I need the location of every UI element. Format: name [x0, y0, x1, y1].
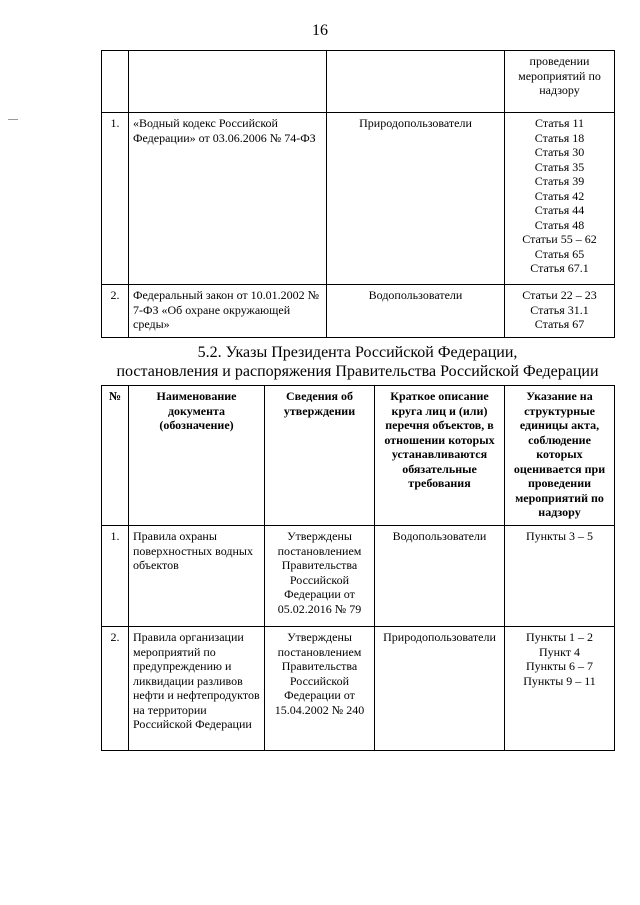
- document-name: Федеральный закон от 10.01.2002 № 7-ФЗ «Об охране окружающей среды»: [129, 285, 327, 338]
- table-row: [102, 526, 615, 627]
- row-number: 1.: [102, 113, 129, 285]
- empty-cell: [327, 51, 505, 113]
- empty-cell: [102, 51, 129, 113]
- section-heading: 5.2. Указы Президента Российской Федерации, постановления и распоряжения Правительства Российской Федерации: [116, 344, 599, 380]
- table-row: [102, 627, 615, 751]
- header-cell-description: Краткое описание круга лиц и (или) перечня объектов, в отношении которых устанавливаются обязательные требования: [375, 386, 505, 526]
- subjects: Водопользователи: [327, 285, 505, 338]
- table-header-row: [102, 51, 615, 113]
- row-number: 2.: [102, 285, 129, 338]
- subjects: Природопользователи: [327, 113, 505, 285]
- approval-info: Утверждены постановлением Правительства Российской Федерации от 05.02.2016 № 79: [265, 526, 375, 627]
- articles: Статьи 22 – 23 Статья 31.1 Статья 67: [505, 285, 615, 338]
- header-cell-approval: Сведения об утверждении: [265, 386, 375, 526]
- government-acts-table: [101, 385, 615, 751]
- approval-info: Утверждены постановлением Правительства Российской Федерации от 15.04.2002 № 240: [265, 627, 375, 751]
- document-name: «Водный кодекс Российской Федерации» от 03.06.2006 № 74-ФЗ: [129, 113, 327, 285]
- header-cell-number: №: [102, 386, 129, 526]
- row-number: 2.: [102, 627, 129, 751]
- table-header-row: [102, 386, 615, 526]
- scan-mark: [8, 119, 18, 120]
- subjects: Природопользователи: [375, 627, 505, 751]
- structural-units: Пункты 1 – 2 Пункт 4 Пункты 6 – 7 Пункты 9 – 11: [505, 627, 615, 751]
- legislation-table: [101, 50, 615, 338]
- header-cell-structural-units: проведении мероприятий по надзору: [505, 51, 615, 113]
- document-name: Правила организации мероприятий по предупреждению и ликвидации разливов нефти и нефтепродуктов на территории Российской Федерации: [129, 627, 265, 751]
- page-number: 16: [312, 22, 328, 39]
- structural-units: Пункты 3 – 5: [505, 526, 615, 627]
- row-number: 1.: [102, 526, 129, 627]
- table-row: [102, 285, 615, 338]
- articles: Статья 11 Статья 18 Статья 30 Статья 35 Статья 39 Статья 42 Статья 44 Статья 48 Статьи 55 – 62 Статья 65 Статья 67.1: [505, 113, 615, 285]
- header-cell-name: Наименование документа (обозначение): [129, 386, 265, 526]
- table-row: [102, 113, 615, 285]
- header-cell-structural-units: Указание на структурные единицы акта, соблюдение которых оценивается при проведении мероприятий по надзору: [505, 386, 615, 526]
- subjects: Водопользователи: [375, 526, 505, 627]
- empty-cell: [129, 51, 327, 113]
- document-name: Правила охраны поверхностных водных объектов: [129, 526, 265, 627]
